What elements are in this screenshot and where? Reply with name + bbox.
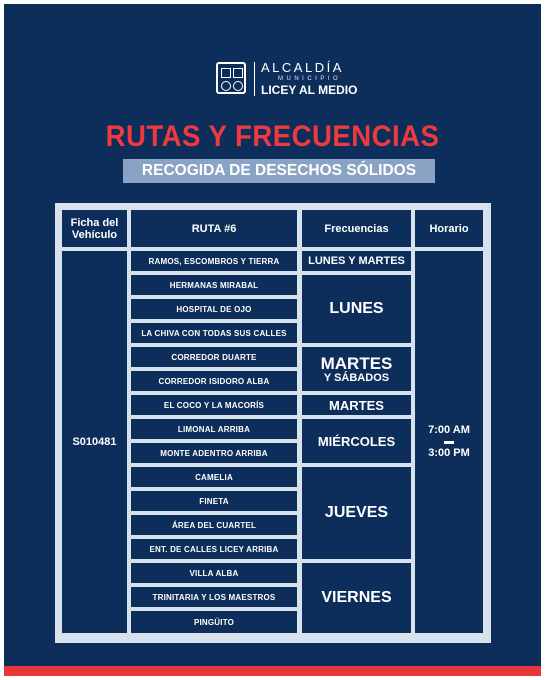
frequency-miercoles: MIÉRCOLES [302, 419, 411, 463]
logo-title: ALCALDÍA [261, 60, 344, 75]
frequency-martes: MARTES [302, 395, 411, 415]
frequency-line: Y SÁBADOS [323, 371, 390, 384]
route-row: CORREDOR ISIDORO ALBA [131, 371, 297, 391]
route-row: ENT. DE CALLES LICEY ARRIBA [131, 539, 297, 559]
route-row: PINGÜITO [131, 611, 297, 633]
page-subtitle: RECOGIDA DE DESECHOS SÓLIDOS [123, 159, 435, 183]
municipal-shield-icon [216, 62, 246, 94]
header-horario: Horario [415, 210, 483, 247]
frequency-martes-sabados [302, 347, 411, 391]
route-row: HOSPITAL DE OJO [131, 299, 297, 319]
route-row: CAMELIA [131, 467, 297, 487]
header-frecuencias: Frecuencias [302, 210, 411, 247]
route-row: MONTE ADENTRO ARRIBA [131, 443, 297, 463]
route-row: EL COCO Y LA MACORÍS [131, 395, 297, 415]
route-row: HERMANAS MIRABAL [131, 275, 297, 295]
footer-bar [4, 666, 541, 676]
route-row: CORREDOR DUARTE [131, 347, 297, 367]
poster [4, 4, 541, 676]
route-row: LA CHIVA CON TODAS SUS CALLES [131, 323, 297, 343]
vehicle-id: S010481 [62, 251, 127, 633]
route-row: ÁREA DEL CUARTEL [131, 515, 297, 535]
page-title: RUTAS Y FRECUENCIAS [105, 120, 440, 153]
header-ficha: Ficha del Vehículo [62, 210, 127, 247]
frequency-jueves: JUEVES [302, 467, 411, 559]
header-ruta: RUTA #6 [131, 210, 297, 247]
frequency-lunes: LUNES [302, 275, 411, 343]
time-dash [444, 441, 454, 444]
logo-divider [254, 62, 255, 96]
end-time: 3:00 PM [428, 447, 470, 459]
schedule-hours [415, 251, 483, 633]
route-row: LIMONAL ARRIBA [131, 419, 297, 439]
logo-municipality: LICEY AL MEDIO [261, 83, 358, 97]
start-time: 7:00 AM [428, 424, 470, 436]
route-row: VILLA ALBA [131, 563, 297, 583]
route-row: TRINITARIA Y LOS MAESTROS [131, 587, 297, 607]
frequency-lunes-martes: LUNES Y MARTES [302, 251, 411, 271]
route-row: RAMOS, ESCOMBROS Y TIERRA [131, 251, 297, 271]
frequency-line: MARTES [320, 353, 393, 373]
route-row: FINETA [131, 491, 297, 511]
frequency-viernes: VIERNES [302, 563, 411, 633]
logo-subtitle: MUNICIPIO [278, 76, 342, 82]
